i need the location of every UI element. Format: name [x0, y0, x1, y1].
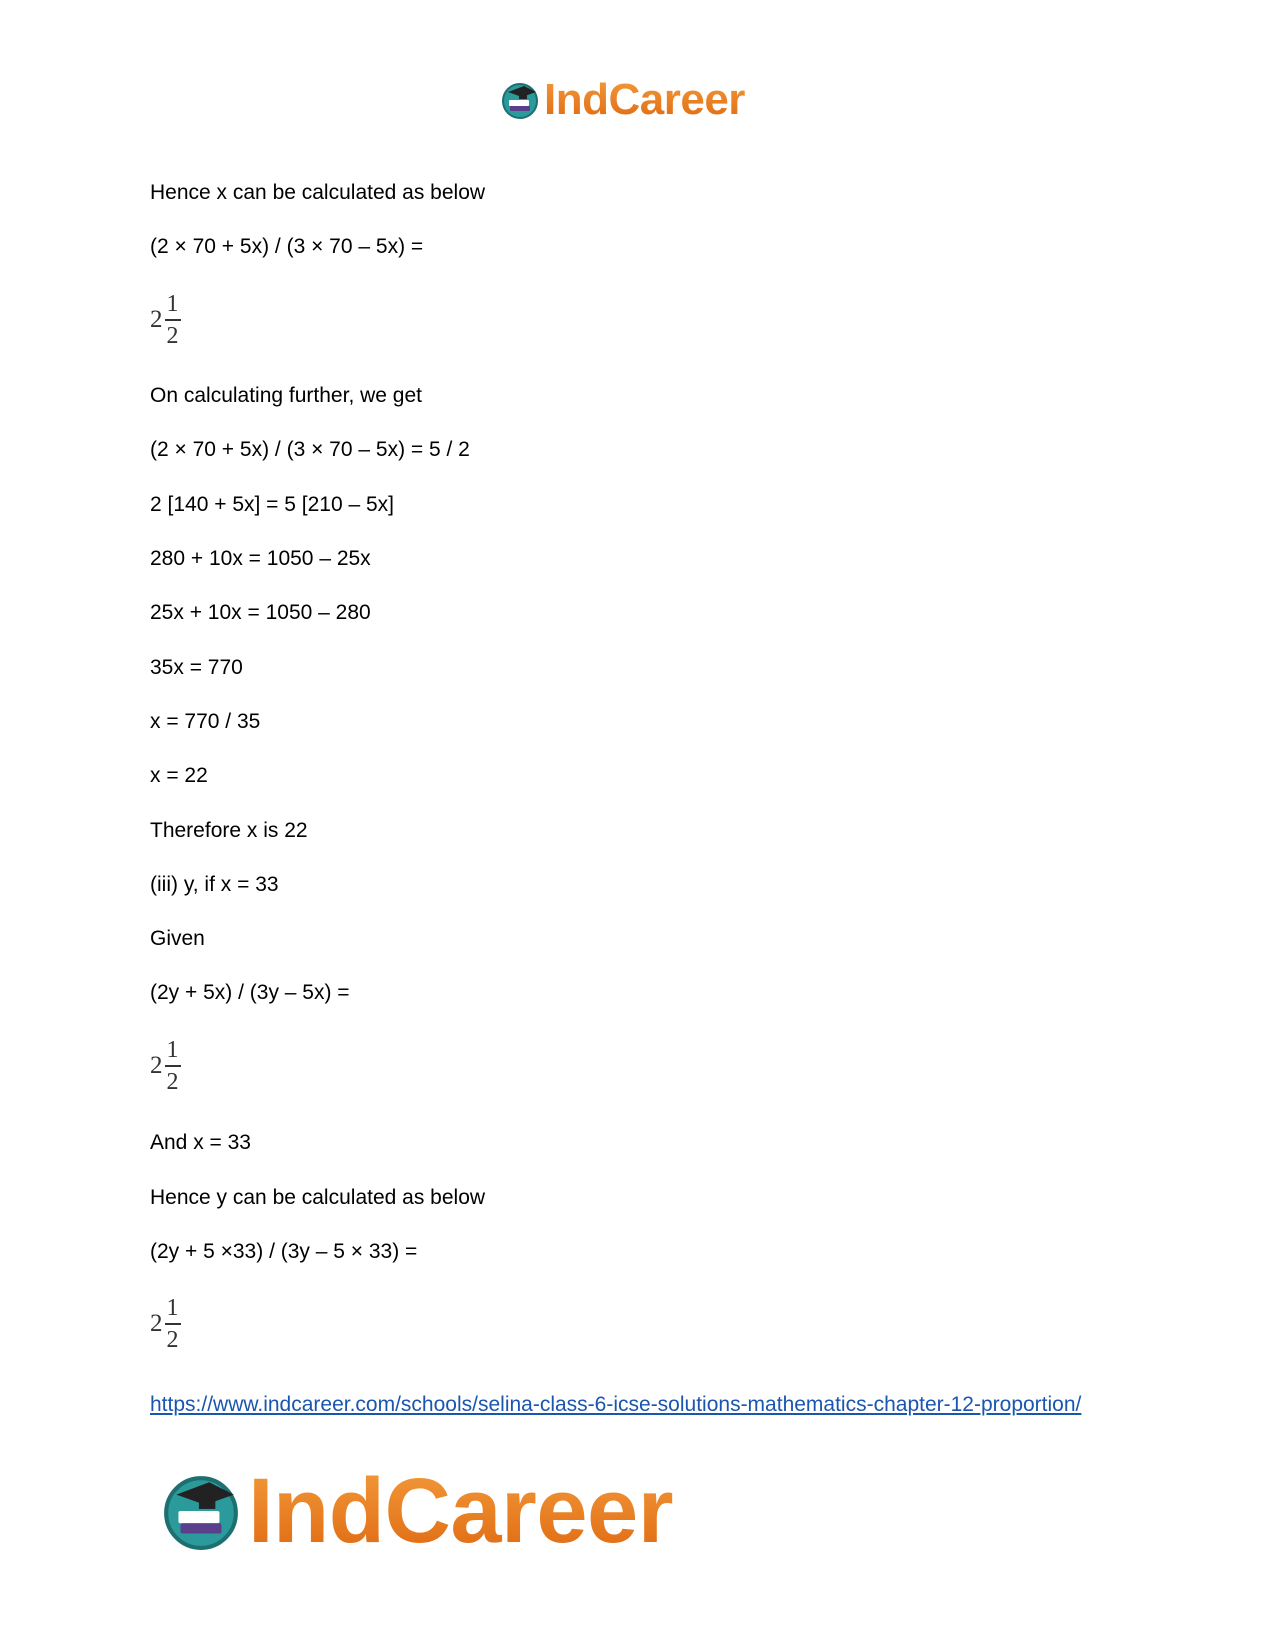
- fraction-denominator: 2: [166, 1326, 179, 1353]
- fraction-numerator: 1: [166, 291, 179, 318]
- fraction-denominator: 2: [166, 1068, 179, 1095]
- mixed-fraction: [150, 1034, 181, 1098]
- graduation-globe-icon: [160, 1470, 242, 1552]
- mixed-fraction: [150, 288, 181, 352]
- graduation-globe-icon: [500, 80, 540, 120]
- text-line: (2 × 70 + 5x) / (3 × 70 – 5x) = 5 / 2: [150, 438, 470, 461]
- fraction-numerator: 1: [166, 1037, 179, 1064]
- fraction-whole: 2: [150, 1052, 163, 1079]
- mixed-fraction: [150, 1292, 181, 1356]
- source-link[interactable]: https://www.indcareer.com/schools/selina-class-6-icse-solutions-mathematics-chapter-12-proportion/: [150, 1393, 1082, 1416]
- footer-logo-text: IndCareer: [248, 1460, 673, 1562]
- text-line: x = 770 / 35: [150, 710, 261, 733]
- text-line: Therefore x is 22: [150, 819, 308, 842]
- text-line: 280 + 10x = 1050 – 25x: [150, 547, 371, 570]
- fraction-bar: [165, 1065, 181, 1067]
- text-line: Hence y can be calculated as below: [150, 1186, 486, 1209]
- fraction-numerator: 1: [166, 1295, 179, 1322]
- text-line: (2 × 70 + 5x) / (3 × 70 – 5x) =: [150, 235, 424, 258]
- text-line: 35x = 770: [150, 656, 243, 679]
- text-line: 25x + 10x = 1050 – 280: [150, 601, 371, 624]
- text-line: Hence x can be calculated as below: [150, 181, 486, 204]
- fraction-denominator: 2: [166, 322, 179, 349]
- header-logo: [500, 75, 745, 124]
- text-line: x = 22: [150, 764, 208, 787]
- fraction-whole: 2: [150, 1310, 163, 1337]
- text-line: Given: [150, 927, 205, 950]
- text-line: (2y + 5 ×33) / (3y – 5 × 33) =: [150, 1240, 418, 1263]
- text-line: (iii) y, if x = 33: [150, 873, 279, 896]
- text-line: On calculating further, we get: [150, 384, 422, 407]
- text-line: 2 [140 + 5x] = 5 [210 – 5x]: [150, 493, 395, 516]
- fraction-bar: [165, 319, 181, 321]
- fraction-whole: 2: [150, 306, 163, 333]
- header-logo-text: IndCareer: [544, 75, 745, 124]
- fraction-bar: [165, 1323, 181, 1325]
- text-line: And x = 33: [150, 1131, 251, 1154]
- text-line: (2y + 5x) / (3y – 5x) =: [150, 981, 350, 1004]
- footer-logo: [160, 1460, 673, 1562]
